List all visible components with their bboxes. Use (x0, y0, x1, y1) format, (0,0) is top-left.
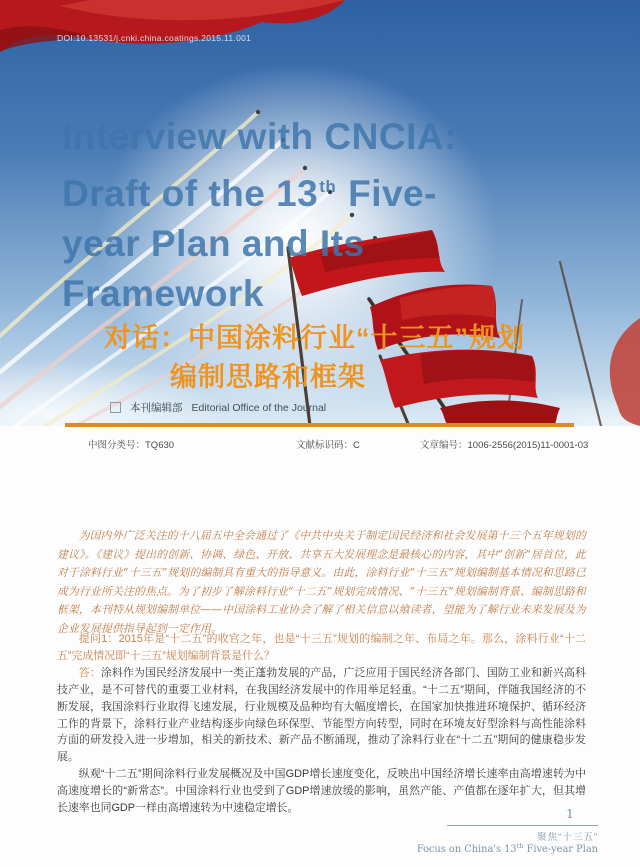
title-en-line1: Interview with CNCIA: (62, 116, 457, 157)
question-answer-block (57, 631, 586, 817)
footer-rule (447, 825, 598, 826)
accent-rule (65, 423, 574, 427)
title-en-line3: year Plan and Its (62, 223, 365, 264)
title-cn-line2: 编制思路和框架 (170, 362, 366, 392)
article-meta-row (0, 437, 640, 451)
meta-clc-number: 中图分类号：TQ630 (88, 440, 175, 451)
byline-cn: 本刊编辑部 (130, 402, 183, 414)
superscript-th: th (319, 177, 337, 196)
question-paragraph: 提问1：2015年是“十二五”的收官之年，也是“十三五”规划的编制之年、布局之年。那么，涂料行业“十二五”完成情况即“十三五”规划编制背景是什么？ (57, 633, 586, 662)
title-english (62, 112, 602, 319)
doi-text: DOI:10.13531/j.cnki.china.coatings.2015.11.001 (57, 33, 252, 43)
title-en-line2: Draft of the 13th Five- (62, 173, 437, 214)
byline-square-icon (110, 402, 121, 413)
answer-paragraph-1 (57, 665, 586, 766)
title-chinese (104, 319, 525, 397)
byline-en: Editorial Office of the Journal (191, 401, 327, 414)
page-number: 1 (566, 806, 574, 821)
byline (110, 400, 326, 415)
meta-article-number: 文章编号：1006-2556(2015)11-0001-03 (420, 440, 589, 451)
answer-text-1: 涂料作为国民经济发展中一类正蓬勃发展的产品，广泛应用于国民经济各部门、国防工业和新兴高科技产业，是不可替代的重要工业材料，在我国经济发展中的作用举足轻重。“十二五”期间，伴随我国经济的不断发展，我国涂料行业取得飞速发展，行业规模及品种均有大幅度增长，在国家加快推进环境保护、循环经济工作的背景下，涂料行业产业结构逐步向绿色环保型、节能型方向转型，同时在环境友好型涂料与高性能涂料方面的研发投入进一步增加，相关的新技术、新产品不断涌现，推动了涂料行业在“十二五”期间的健康稳步发展。 (57, 666, 586, 764)
title-cn-line1: 对话：中国涂料行业“十三五”规划 (104, 323, 525, 353)
footer-section-en: Focus on China's 13th Five-year Plan (416, 842, 598, 855)
title-en-line4: Framework (62, 273, 264, 314)
intro-paragraph: 为国内外广泛关注的十八届五中全会通过了《中共中央关于制定国民经济和社会发展第十三个五年规划的建议》。《建议》提出的创新、协调、绿色、开放、共享五大发展理念是最核心的内容，其中“创新”居首位，此对于涂料行业“十三五”规划的编制具有重大的指导意义。由此，涂料行业“十三五”规划编制基本情况和思路已成为行业所关注的焦点。为了初步了解涂料行业“十二五”规划完成情况、“十三五”规划编制背景、编制思路和框架，本刊特从规划编制单位——中国涂料工业协会了解了相关信息以飨读者，望能为了解行业未来发展及为企业发展提供指导起到一定作用。 (57, 529, 586, 635)
footer-superscript-th: th (516, 842, 524, 850)
footer-section-cn: 聚焦“十三五” (537, 832, 598, 843)
meta-document-code: 文献标识码：C (296, 440, 360, 451)
answer-label: 答： (78, 666, 101, 679)
answer-paragraph-2: 纵观“十二五”期间涂料行业发展概况及中国GDP增长速度变化，反映出中国经济增长速率由高增速转为中高速度增长的“新常态”。中国涂料行业也受到了GDP增速放缓的影响，虽然产能、产值都在逐年扩大，但其增长速率也同GDP一样由高增速转为中速稳定增长。 (57, 768, 586, 815)
